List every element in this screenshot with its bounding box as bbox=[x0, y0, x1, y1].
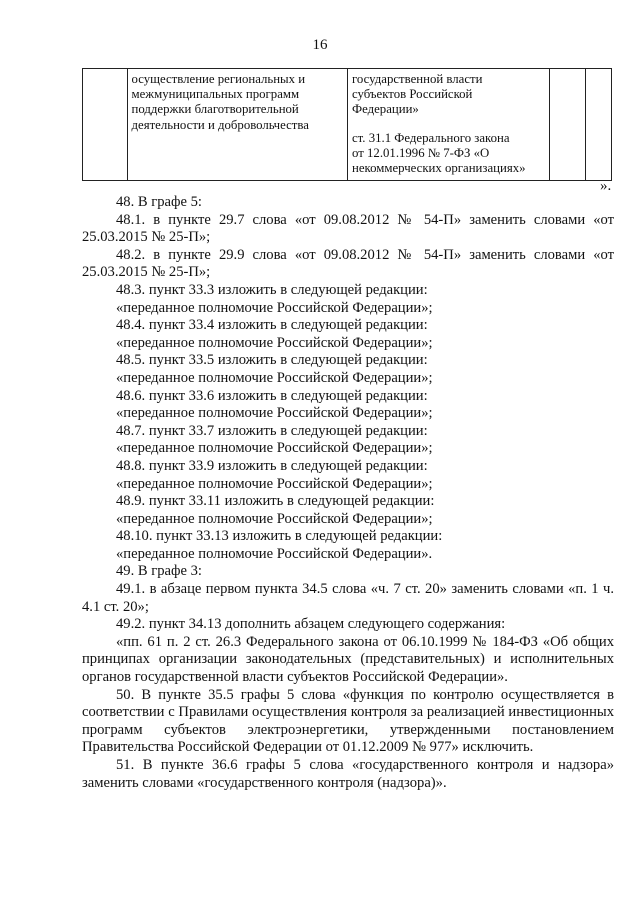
continuation-table bbox=[82, 68, 612, 181]
description-line: поддержки благотворительной bbox=[131, 102, 299, 117]
document-body bbox=[82, 194, 614, 792]
closing-quote: ». bbox=[600, 178, 612, 194]
page-number: 16 bbox=[312, 37, 328, 53]
paragraph: 48.4. пункт 33.4 изложить в следующей редакции: bbox=[116, 317, 428, 334]
table-cell-basis bbox=[348, 69, 550, 181]
table-cell-empty bbox=[586, 69, 612, 181]
basis-line: ст. 31.1 Федерального закона bbox=[352, 130, 510, 145]
paragraph: «переданное полномочие Российской Федерации»; bbox=[116, 475, 433, 492]
description-line: межмуниципальных программ bbox=[131, 87, 300, 102]
paragraph: «переданное полномочие Российской Федерации»; bbox=[116, 299, 433, 316]
paragraph: 49.2. пункт 34.13 дополнить абзацем следующего содержания: bbox=[116, 616, 506, 633]
basis-line: Федерации» bbox=[352, 102, 419, 117]
paragraph: 48.10. пункт 33.13 изложить в следующей редакции: bbox=[116, 528, 443, 545]
paragraph: 48.8. пункт 33.9 изложить в следующей редакции: bbox=[116, 457, 428, 474]
paragraph: 51. В пункте 36.6 графы 5 слова «государственного контроля и надзора» заменить словами «государственного контроля (надзора)». bbox=[82, 757, 614, 791]
paragraph: 48. В графе 5: bbox=[116, 194, 202, 210]
paragraph: 48.6. пункт 33.6 изложить в следующей редакции: bbox=[116, 387, 428, 404]
paragraph: 50. В пункте 35.5 графы 5 слова «функция по контролю осуществляется в соответствии с Правилами осуществления контроля за реализацией инвестиционных программ субъектов электроэнергетики, утвержденными постановлением Правительства Российской Федерации от 01.12.2009 № 977» исключить. bbox=[82, 686, 614, 756]
basis-line: субъектов Российской bbox=[352, 87, 473, 102]
cell-spacer bbox=[352, 118, 545, 131]
description-line: деятельности и добровольчества bbox=[131, 117, 309, 132]
paragraph: 49.1. в абзаце первом пункта 34.5 слова «ч. 7 ст. 20» заменить словами «п. 1 ч. 4.1 ст. 20»; bbox=[82, 581, 614, 615]
paragraph: 48.1. в пункте 29.7 слова «от 09.08.2012 № 54-П» заменить словами «от 25.03.2015 № 25-П»; bbox=[82, 211, 614, 246]
basis-line: некоммерческих организациях» bbox=[352, 161, 526, 176]
table-cell-empty bbox=[549, 69, 585, 181]
paragraph: «переданное полномочие Российской Федерации»; bbox=[116, 334, 433, 351]
paragraph: 48.2. в пункте 29.9 слова «от 09.08.2012 № 54-П» заменить словами «от 25.03.2015 № 25-П»; bbox=[82, 246, 614, 281]
paragraph: «переданное полномочие Российской Федерации»; bbox=[116, 510, 433, 527]
paragraph: 48.3. пункт 33.3 изложить в следующей редакции: bbox=[116, 281, 428, 298]
paragraph: 48.7. пункт 33.7 изложить в следующей редакции: bbox=[116, 422, 428, 439]
paragraph: «переданное полномочие Российской Федерации»; bbox=[116, 369, 433, 386]
paragraph: «переданное полномочие Российской Федерации»; bbox=[116, 405, 433, 422]
paragraph: 49. В графе 3: bbox=[116, 563, 202, 580]
paragraph: «переданное полномочие Российской Федерации». bbox=[116, 545, 433, 562]
paragraph: 48.5. пункт 33.5 изложить в следующей редакции: bbox=[116, 352, 428, 369]
basis-line: государственной власти bbox=[352, 72, 483, 86]
description-line: осуществление региональных и bbox=[131, 72, 306, 86]
paragraph: 48.9. пункт 33.11 изложить в следующей редакции: bbox=[116, 493, 435, 510]
paragraph: «переданное полномочие Российской Федерации»; bbox=[116, 440, 433, 457]
basis-line: от 12.01.1996 № 7-ФЗ «О bbox=[352, 145, 490, 160]
table-cell-description bbox=[127, 69, 348, 181]
table-row bbox=[83, 69, 612, 181]
paragraph: «пп. 61 п. 2 ст. 26.3 Федерального закона от 06.10.1999 № 184-ФЗ «Об общих принципах организации законодательных (представительных) и исполнительных органов государственной власти субъектов Российской Федерации». bbox=[82, 633, 614, 686]
table-cell-number bbox=[83, 69, 128, 181]
